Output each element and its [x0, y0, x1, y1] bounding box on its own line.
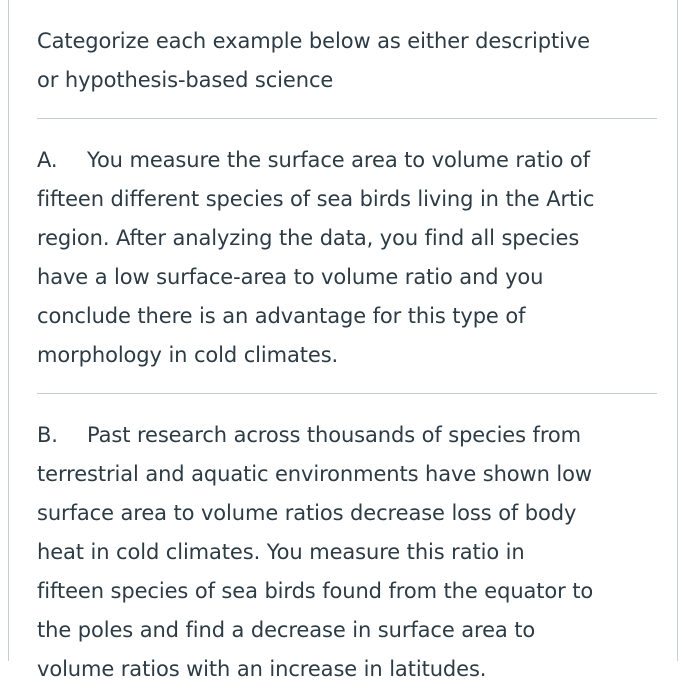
- question-content: [37, 22, 657, 689]
- example-a-line-1: A. You measure the surface area to volume ratio of: [37, 141, 657, 180]
- question-card: [8, 0, 678, 681]
- example-b-line-4: heat in cold climates. You measure this ratio in: [37, 540, 525, 564]
- example-a-line-5: conclude there is an advantage for this type of: [37, 304, 526, 328]
- divider: [37, 393, 657, 394]
- question-prompt: [37, 22, 657, 100]
- example-a-line-6: morphology in cold climates.: [37, 343, 339, 367]
- example-b-line-5: fifteen species of sea birds found from the equator to: [37, 579, 594, 603]
- example-b: [37, 414, 657, 689]
- prompt-line: or hypothesis-based science: [37, 68, 334, 92]
- prompt-line: Categorize each example below as either descriptive: [37, 29, 590, 53]
- example-b-line-6: the poles and find a decrease in surface area to: [37, 618, 536, 642]
- divider: [37, 118, 657, 119]
- example-a-label: A.: [37, 148, 58, 172]
- example-a: [37, 139, 657, 375]
- example-b-line-7: volume ratios with an increase in latitudes.: [37, 657, 487, 681]
- example-a-line-4: have a low surface-area to volume ratio and you: [37, 265, 544, 289]
- example-b-line-3: surface area to volume ratios decrease loss of body: [37, 501, 577, 525]
- example-a-line-3: region. After analyzing the data, you find all species: [37, 226, 580, 250]
- example-b-label: B.: [37, 423, 58, 447]
- example-b-line-2: terrestrial and aquatic environments have shown low: [37, 462, 592, 486]
- example-b-line-1: B. Past research across thousands of species from: [37, 416, 657, 455]
- example-a-line-2: fifteen different species of sea birds living in the Artic: [37, 187, 595, 211]
